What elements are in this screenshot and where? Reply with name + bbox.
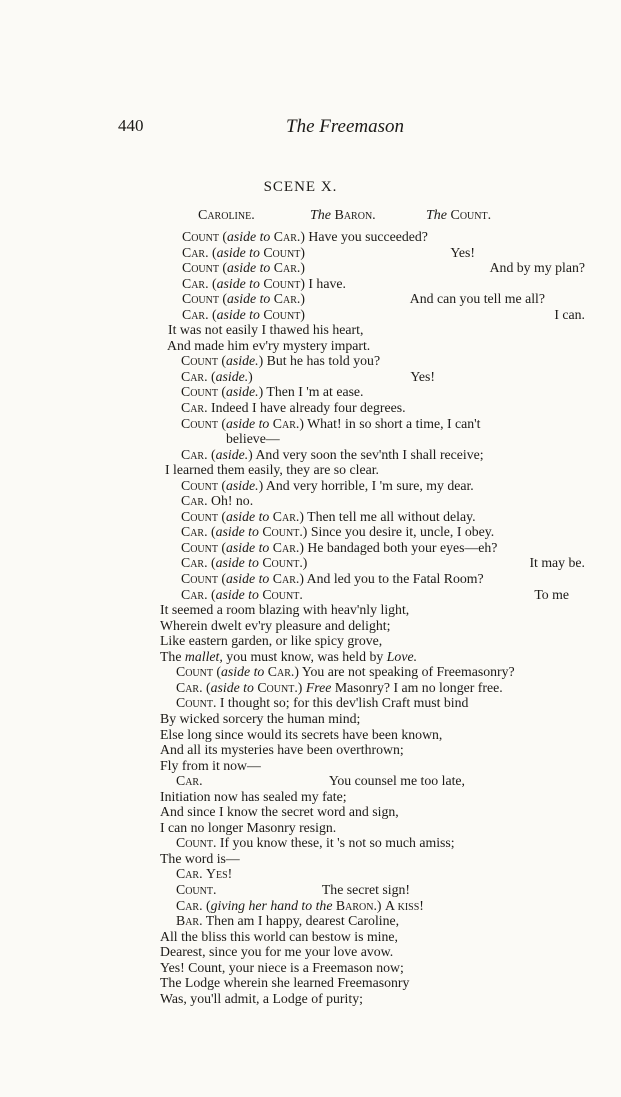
stage-direction: aside to: [216, 244, 260, 260]
line-text: (: [217, 477, 227, 493]
speaker-name: Car.: [181, 493, 208, 509]
speaker-name: Car.: [272, 508, 300, 524]
line-text: Initiation now has sealed my fate;: [160, 788, 347, 804]
stage-direction: aside to: [210, 679, 254, 695]
speaker-name: Count.: [176, 835, 217, 851]
text-line: [160, 587, 585, 603]
line-text: Else long since would its secrets have been known,: [160, 726, 443, 742]
text-line: [160, 649, 585, 665]
right-aligned-reply: [322, 882, 410, 898]
text-line: [160, 322, 585, 338]
line-text: It may be.: [529, 555, 585, 571]
speaker-name: Count: [263, 275, 301, 291]
speaker-name: Count.: [262, 586, 303, 602]
stage-direction: aside to: [216, 306, 260, 322]
stage-direction: giving her hand to the: [210, 897, 333, 913]
text-line: [160, 229, 585, 245]
line-text: Yes!: [410, 368, 435, 384]
text-line: [160, 416, 585, 432]
line-text: ) I have.: [300, 275, 346, 291]
line-text: ): [300, 291, 305, 307]
text-line: [160, 866, 585, 882]
text-line: [160, 307, 585, 323]
text-line: [160, 338, 585, 354]
stage-direction: aside to: [226, 508, 270, 524]
line-text: Oh! no.: [207, 493, 254, 509]
line-text: The secret sign!: [321, 881, 410, 897]
text-line: [160, 260, 585, 276]
text-line: [160, 447, 585, 463]
speaker-name: Count: [182, 291, 219, 307]
speaker-name: Car.: [181, 524, 208, 540]
line-text: I learned them easily, they are so clear.: [165, 462, 380, 478]
speaker-name: Count: [181, 508, 218, 524]
line-text: Yes! Count, your niece is a Freemason now;: [160, 959, 404, 975]
line-text: ): [376, 897, 385, 913]
line-text: You counsel me too late,: [328, 773, 465, 789]
stage-direction: aside to: [227, 260, 271, 276]
speaker-name: Car.: [181, 555, 208, 571]
stage-direction: aside to: [227, 229, 271, 244]
line-text: To me: [534, 586, 569, 602]
line-text: I can no longer Masonry resign.: [160, 819, 337, 835]
stage-direction: aside to: [215, 555, 259, 571]
stage-direction: aside to: [226, 539, 270, 555]
line-text: ): [300, 244, 305, 260]
line-text: ): [302, 555, 308, 571]
text-line: [160, 960, 585, 976]
line-text: And by my plan?: [489, 260, 585, 276]
line-text: (: [217, 415, 227, 431]
text-line: [160, 944, 585, 960]
text-line: [160, 913, 585, 929]
text-line: [160, 509, 585, 525]
line-text: (: [207, 368, 216, 384]
stage-direction: aside to: [221, 664, 265, 680]
line-text: Fly from it now—: [160, 757, 261, 773]
line-text: It was not easily I thawed his heart,: [168, 322, 364, 338]
text-line: [160, 991, 585, 1007]
line-text: (: [202, 897, 211, 913]
speaker-name: Car.: [176, 866, 203, 882]
speaker-name: Car.: [182, 306, 209, 322]
text-line: [160, 835, 585, 851]
right-aligned-reply: [490, 260, 585, 276]
line-text: (: [207, 524, 216, 540]
line-text: Indeed I have already four degrees.: [207, 400, 406, 416]
line-text: believe—: [226, 431, 280, 447]
line-text: Was, you'll admit, a Lodge of purity;: [160, 990, 363, 1006]
stage-direction: aside.: [226, 353, 259, 369]
line-text: (: [218, 260, 228, 276]
text-line: [160, 276, 585, 292]
right-aligned-reply: [410, 291, 545, 307]
line-text: ) And very horrible, I 'm sure, my dear.: [258, 477, 474, 493]
speaker-name: Count: [176, 664, 213, 680]
stage-direction: aside.: [226, 477, 259, 493]
line-text: (: [217, 539, 227, 555]
line-text: By wicked sorcery the human mind;: [160, 710, 361, 726]
text-line: [160, 369, 585, 385]
line-text: ) You are not speaking of Freemasonry?: [294, 664, 515, 680]
speaker-name: Car.: [176, 679, 203, 695]
line-text: ): [300, 306, 305, 322]
line-text: (: [218, 291, 228, 307]
line-text: ) Have you succeeded?: [300, 229, 428, 244]
speaker-name: Car.: [272, 539, 300, 555]
character-caroline: Caroline.: [198, 208, 255, 223]
stage-direction: to: [248, 586, 259, 602]
line-text: All the bliss this world can bestow is mine,: [160, 928, 398, 944]
stage-direction: aside to: [216, 275, 260, 291]
speaker-name: Car.: [181, 368, 208, 384]
scene-heading: SCENE X.: [263, 179, 338, 195]
right-aligned-reply: [529, 555, 585, 571]
line-text: The Lodge wherein she learned Freemasonry: [160, 975, 410, 991]
text-line: [160, 478, 585, 494]
speaker-name: Count.: [176, 881, 217, 897]
stage-direction: aside to: [227, 291, 271, 307]
character-count: The Count.: [426, 208, 492, 223]
text-line: [160, 664, 585, 680]
text-line: [160, 758, 585, 774]
speaker-name: Car.: [181, 586, 208, 602]
line-text: (: [217, 384, 227, 400]
line-text: And since I know the secret word and sign,: [160, 804, 399, 820]
line-text: you must know, was held by: [222, 648, 387, 664]
speaker-name: Count: [181, 353, 218, 369]
text-line: [160, 773, 585, 789]
stage-direction: aside.: [215, 368, 249, 384]
speaker-name: Count.: [262, 555, 303, 571]
line-text: ) Then tell me all without delay.: [299, 508, 476, 524]
speaker-name: Count: [263, 244, 301, 260]
text-line: [160, 540, 585, 556]
speaker-name: Count: [181, 571, 218, 587]
text-line: [160, 711, 585, 727]
speaker-name: Car.: [273, 260, 301, 276]
text-line: [160, 882, 585, 898]
line-text: Like eastern garden, or like spicy grove,: [160, 633, 383, 649]
text-line: [160, 742, 585, 758]
stage-direction: mallet,: [184, 648, 223, 664]
stage-direction: Love.: [386, 648, 418, 664]
text-line: [160, 727, 585, 743]
dialogue-block: [160, 229, 585, 1006]
stage-direction: aside: [215, 586, 245, 602]
line-text: I thought so; for this dev'lish Craft must bind: [216, 695, 469, 711]
text-line: [160, 524, 585, 540]
speaker-name: Baron.: [335, 897, 377, 913]
line-text: Then am I happy, dearest Caroline,: [202, 913, 400, 929]
line-text: ): [300, 260, 305, 276]
line-text: ) He bandaged both your eyes—eh?: [299, 539, 498, 555]
line-text: ) What! in so short a time, I can't: [299, 415, 481, 431]
text-line: [160, 384, 585, 400]
speaker-name: Count: [182, 260, 219, 276]
speaker-name: Bar.: [176, 913, 203, 929]
speaker-name: Car.: [182, 244, 209, 260]
line-text: And can you tell me all?: [409, 291, 545, 307]
speaker-name: Yes!: [206, 866, 233, 882]
line-text: The: [160, 648, 185, 664]
line-text: Wherein dwelt ev'ry pleasure and delight;: [160, 617, 391, 633]
stage-direction: aside.: [226, 384, 259, 400]
line-text: ) And very soon the sev'nth I shall receive;: [248, 446, 484, 462]
stage-direction: aside to: [226, 571, 270, 587]
line-text: (: [208, 306, 217, 322]
speaker-name: Car.: [182, 275, 209, 291]
speaker-name: Count: [181, 415, 218, 431]
text-line: [160, 820, 585, 836]
text-line: [160, 493, 585, 509]
line-text: And made him ev'ry mystery impart.: [167, 337, 371, 353]
page-number: 440: [118, 116, 144, 135]
line-text: Dearest, since you for me your love avow.: [160, 944, 394, 960]
line-text: The word is—: [160, 850, 240, 866]
right-aligned-reply: [534, 587, 569, 603]
speaker-name: Count.: [176, 695, 217, 711]
text-line: [160, 680, 585, 696]
line-text: (: [208, 244, 217, 260]
text-line: [160, 462, 585, 478]
speaker-name: Car.: [267, 664, 295, 680]
text-line: [160, 431, 585, 447]
stage-direction: aside.: [215, 446, 249, 462]
text-line: [160, 898, 585, 914]
speaker-name: Count: [182, 229, 219, 244]
text-line: [160, 555, 585, 571]
line-text: And all its mysteries have been overthrown;: [160, 742, 404, 758]
line-text: It seemed a room blazing with heav'nly light,: [160, 602, 410, 618]
speaker-name: A kiss!: [384, 897, 424, 913]
speaker-name: Count: [263, 306, 301, 322]
text-line: [160, 633, 585, 649]
line-text: (: [208, 275, 217, 291]
text-line: [160, 400, 585, 416]
line-text: Yes!: [450, 244, 475, 260]
line-text: ) But he has told you?: [258, 353, 381, 369]
text-line: [160, 245, 585, 261]
text-line: [160, 975, 585, 991]
line-text: (: [207, 555, 216, 571]
right-aligned-reply: [450, 245, 475, 261]
line-text: If you know these, it 's not so much amiss;: [216, 835, 455, 851]
speaker-name: Count: [181, 477, 218, 493]
line-text: (: [218, 229, 228, 244]
line-text: ) Since you desire it, uncle, I obey.: [302, 524, 495, 540]
line-text: ): [248, 368, 253, 384]
text-line: [160, 789, 585, 805]
right-aligned-reply: [554, 307, 585, 323]
line-text: ): [297, 679, 306, 695]
speaker-name: Car.: [176, 773, 203, 789]
line-text: ) Then I 'm at ease.: [258, 384, 364, 400]
stage-direction: aside to: [226, 415, 270, 431]
line-text: I can.: [554, 306, 585, 322]
speaker-name: Count: [181, 384, 218, 400]
text-line: [160, 353, 585, 369]
line-text: (: [217, 508, 227, 524]
speaker-name: Car.: [273, 291, 301, 307]
right-aligned-reply: [329, 773, 465, 789]
line-text: (: [217, 353, 227, 369]
line-text: (: [207, 586, 216, 602]
speaker-name: Car.: [181, 446, 208, 462]
text-line: [160, 851, 585, 867]
line-text: (: [217, 571, 227, 587]
speaker-name: Car.: [181, 400, 208, 416]
text-line: [160, 695, 585, 711]
running-title: The Freemason: [286, 116, 405, 137]
text-line: [160, 929, 585, 945]
speaker-name: Count.: [257, 679, 298, 695]
line-text: (: [202, 679, 211, 695]
text-line: [160, 602, 585, 618]
speaker-name: Car.: [272, 415, 300, 431]
stage-direction: aside to: [215, 524, 259, 540]
speaker-name: Car.: [273, 229, 301, 244]
text-line: [160, 618, 585, 634]
speaker-name: Count.: [262, 524, 303, 540]
speaker-name: Car.: [176, 897, 203, 913]
text-line: [160, 571, 585, 587]
text-line: [160, 804, 585, 820]
text-line: [160, 291, 585, 307]
character-baron: The Baron.: [310, 208, 376, 223]
speaker-name: Car.: [272, 571, 300, 587]
line-text: (: [212, 664, 222, 680]
right-aligned-reply: [410, 369, 435, 385]
line-text: Masonry? I am no longer free.: [331, 679, 503, 695]
line-text: ) And led you to the Fatal Room?: [299, 571, 484, 587]
line-text: (: [207, 446, 216, 462]
stage-direction: Free: [305, 679, 332, 695]
speaker-name: Count: [181, 539, 218, 555]
